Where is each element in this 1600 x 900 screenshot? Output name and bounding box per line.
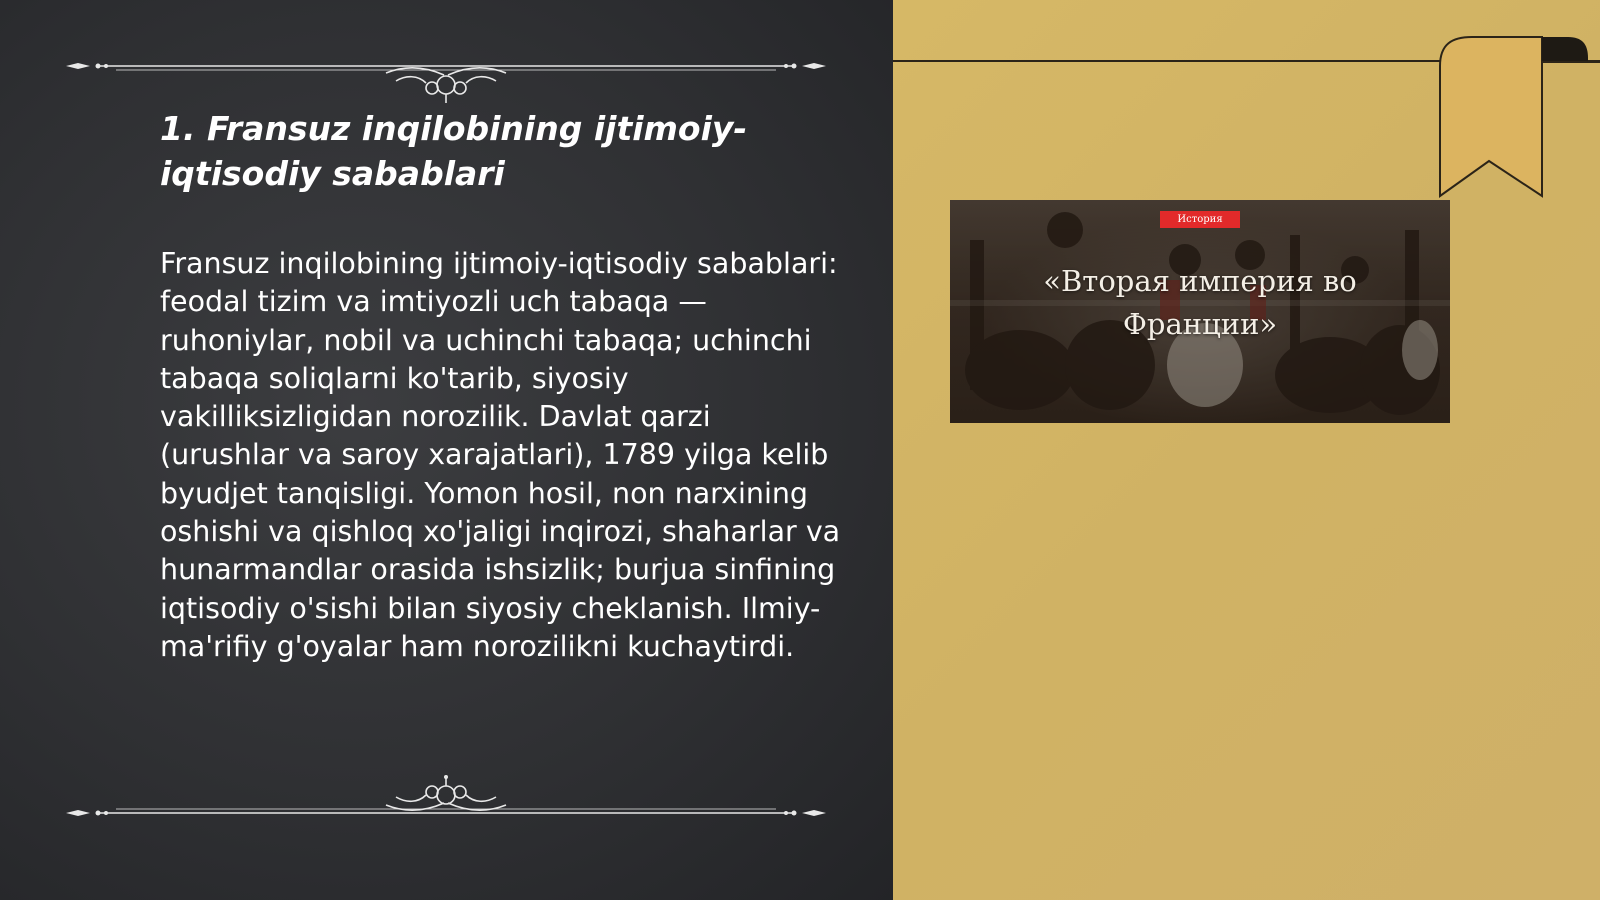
history-badge: История [1160, 211, 1240, 228]
image-caption: «Вторая империя во Франции» [1043, 264, 1357, 341]
flourish-divider-top-icon [66, 55, 826, 105]
ribbon-bookmark-icon [1432, 30, 1600, 200]
history-image-card [950, 200, 1450, 423]
slide-body-text: Fransuz inqilobining ijtimoiy-iqtisodiy sabablari: feodal tizim va imtiyozli uch tabaqa — ruhoniylar, nobil va uchinchi tabaqa; uchinchi tabaqa soliqlarni ko'tarib, siyosiy vakilliksizligidan norozilik. Davlat qarzi (urushlar va saroy xarajatlari), 1789 yilga kelib byudjet tanqisligi. Yomon hosil, non narxining oshishi va qishloq xo'jaligi inqirozi, shaharlar va hunarmandlar orasida ishsizlik; burjua sinfining iqtisodiy o'sishi bilan siyosiy cheklanish. Ilmiy-ma'rifiy g'oyalar ham norozilikni kuchaytirdi. [160, 247, 841, 663]
flourish-divider-bottom-icon [66, 775, 826, 825]
slide-title: 1. Fransuz inqilobining ijtimoiy-iqtisodiy sabablari [160, 109, 748, 193]
